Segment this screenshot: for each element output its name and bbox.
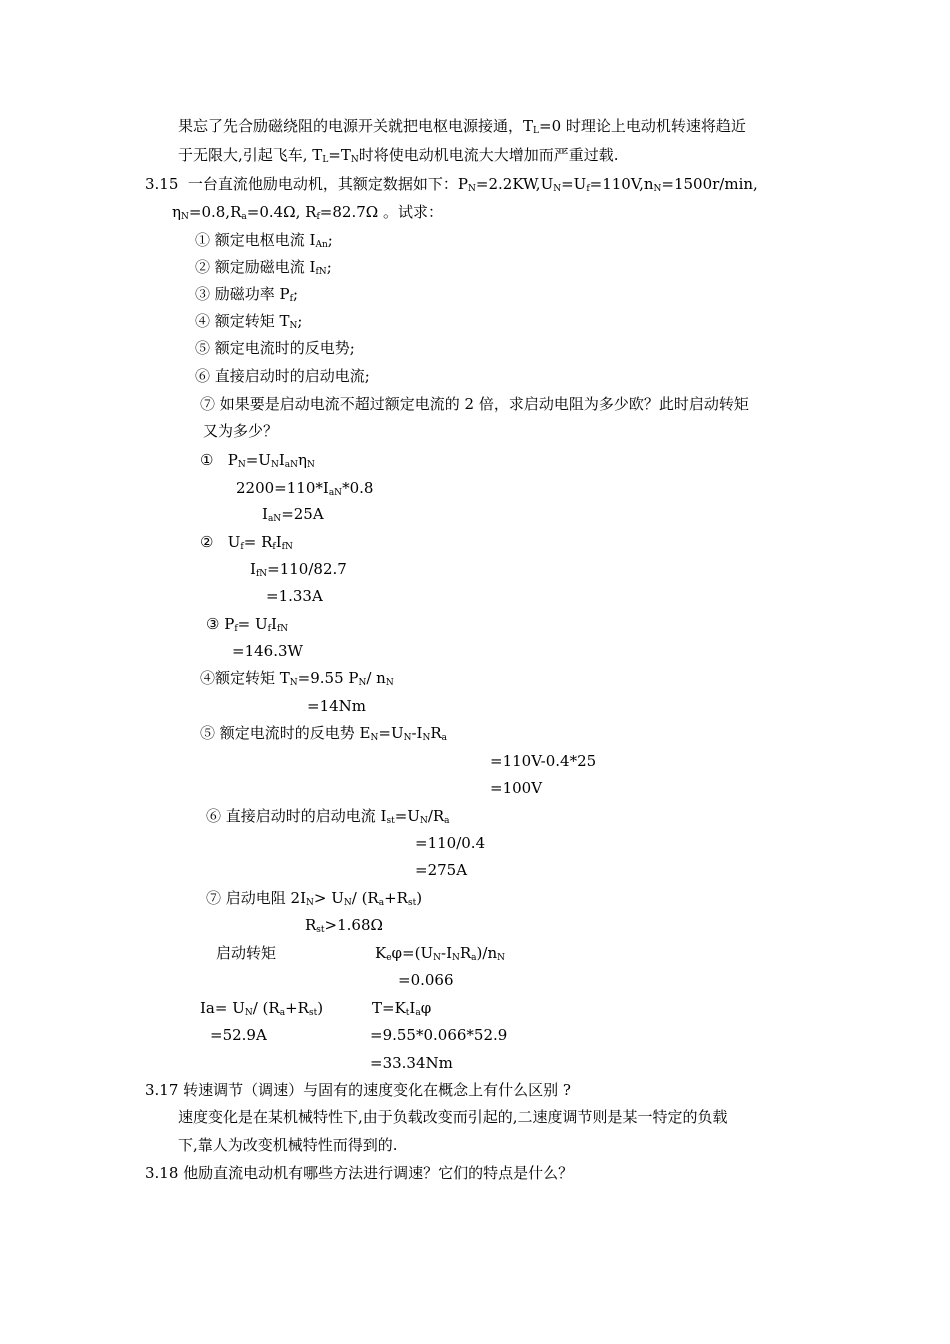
text-line: ⑦ 如果要是启动电流不超过额定电流的 2 倍，求启动电阻为多少欧？此时启动转矩 bbox=[200, 395, 749, 413]
text-line: $2200=110*I_{aN}*0.8$ bbox=[236, 479, 374, 498]
text-line: $K_e\varphi=(U_N-I_NR_a)/n_N$ bbox=[375, 944, 505, 963]
text-line: ② $U_f= R_fI_{fN}$ bbox=[200, 533, 293, 552]
text-line: ⑥ 直接启动时的启动电流 $I_{st}=U_N/R_a$ bbox=[206, 807, 450, 826]
text-line: 果忘了先合励磁绕阻的电源开关就把电枢电源接通，$T_L=0$ 时理论上电动机转速将趋近 bbox=[178, 117, 746, 136]
text-line: =33.34Nm bbox=[370, 1054, 453, 1072]
text-line: =9.55*0.066*52.9 bbox=[370, 1026, 508, 1044]
text-line: =1.33A bbox=[266, 587, 323, 605]
text-line: =100V bbox=[490, 779, 543, 797]
text-line: 下,靠人为改变机械特性而得到的. bbox=[178, 1136, 398, 1154]
text-line: =110/0.4 bbox=[415, 834, 486, 852]
text-line: $\eta_N=0.8,R_a=0.4\Omega$, $R_f=82.7\Omega$ 。试求： bbox=[172, 203, 443, 222]
text-line: $T=K_tI_a\varphi$ bbox=[372, 999, 432, 1018]
text-line: 3.18 他励直流电动机有哪些方法进行调速？它们的特点是什么？ bbox=[145, 1164, 574, 1182]
text-line: $I_{fN}=110/82.7$ bbox=[250, 560, 347, 579]
text-line: =110V-0.4*25 bbox=[490, 752, 597, 770]
text-line: 启动转矩 bbox=[216, 944, 277, 962]
text-line: ③ 励磁功率 $P_f$; bbox=[195, 285, 299, 304]
text-line: =275A bbox=[415, 861, 468, 879]
text-line: 又为多少？ bbox=[203, 422, 279, 440]
text-line: ⑤ 额定电流时的反电势; bbox=[195, 339, 355, 357]
text-line: 3.17 转速调节（调速）与固有的速度变化在概念上有什么区别 ? bbox=[145, 1081, 571, 1099]
text-line: $R_{st}>1.68\Omega$ bbox=[305, 916, 383, 935]
text-line: ① 额定电枢电流 $I_{An}$; bbox=[195, 231, 333, 250]
text-line: 3.15 一台直流他励电动机，其额定数据如下：$P_N=2.2KW,U_N=U_f=110V,n_N=1500r/\min$, bbox=[145, 175, 758, 194]
text-line: $Ia= U_N/$ $(R_a+R_{st})$ bbox=[200, 999, 324, 1018]
text-line: $I_{aN}=25A$ bbox=[262, 505, 324, 524]
text-line: 于无限大,引起飞车, $T_L=T_N$时将使电动机电流大大增加而严重过载. bbox=[178, 146, 619, 165]
text-line: ④ 额定转矩 $T_N$; bbox=[195, 312, 303, 331]
text-line: ⑦ 启动电阻 $2I_N> U_N/$ $(R_a+R_{st})$ bbox=[206, 889, 423, 908]
text-line: 速度变化是在某机械特性下,由于负载改变而引起的,二速度调节则是某一特定的负载 bbox=[178, 1108, 728, 1126]
text-line: =146.3W bbox=[232, 642, 303, 660]
text-line: ⑤ 额定电流时的反电势 $E_N=U_N-I_NR_a$ bbox=[200, 724, 448, 743]
text-line: ① $P_N=U_NI_{aN}\eta_N$ bbox=[200, 451, 315, 470]
text-line: ④额定转矩 $T_N=9.55$ $P_N/$ $n_N$ bbox=[200, 669, 394, 688]
text-line: ② 额定励磁电流 $I_{fN}$; bbox=[195, 258, 332, 277]
text-line: =52.9A bbox=[210, 1026, 267, 1044]
text-line: =0.066 bbox=[398, 971, 454, 989]
text-line: ③ $P_f= U_fI_{fN}$ bbox=[206, 615, 289, 634]
text-line: =14Nm bbox=[307, 697, 367, 715]
text-line: ⑥ 直接启动时的启动电流; bbox=[195, 367, 370, 385]
